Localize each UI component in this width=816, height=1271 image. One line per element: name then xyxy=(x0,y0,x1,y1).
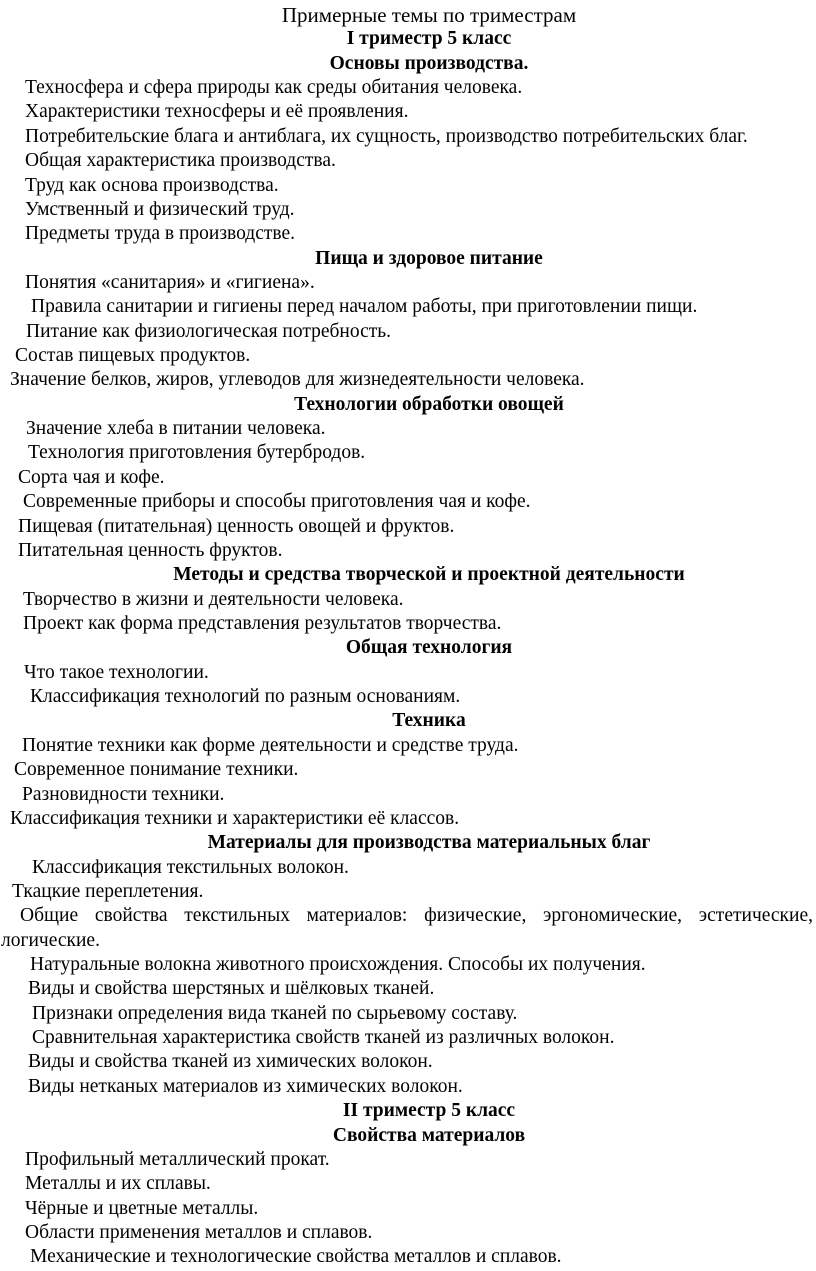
topic-line: Труд как основа производства. xyxy=(25,174,279,196)
section-heading: Методы и средства творческой и проектной деятельности xyxy=(173,564,685,586)
topic-line: Общие свойства текстильных материалов: физические, эргономические, эстетические, xyxy=(20,905,813,927)
topic-line: Правила санитарии и гигиены перед началом работы, при приготовлении пищи. xyxy=(31,296,698,318)
topic-line: Технология приготовления бутербродов. xyxy=(28,442,366,464)
topic-line: Ткацкие переплетения. xyxy=(12,880,204,902)
section-heading: Основы производства. xyxy=(329,52,529,74)
section-heading: Общая технология xyxy=(345,637,513,659)
topic-line: Общая характеристика производства. xyxy=(25,150,336,172)
topic-line: Понятия «санитария» и «гигиена». xyxy=(25,271,315,293)
topic-line: Виды и свойства шерстяных и шёлковых тканей. xyxy=(28,978,435,1000)
topic-line: Виды и свойства тканей из химических волокон. xyxy=(28,1051,433,1073)
topic-line: Механические и технологические свойства металлов и сплавов. xyxy=(30,1246,562,1268)
topic-line: Разновидности техники. xyxy=(22,783,225,805)
topic-line: Признаки определения вида тканей по сырьевому составу. xyxy=(32,1002,518,1024)
topic-line: Современные приборы и способы приготовления чая и кофе. xyxy=(23,491,531,513)
section-heading: I триместр 5 класс xyxy=(346,28,512,50)
topic-line: Значение белков, жиров, углеводов для жизнедеятельности человека. xyxy=(10,369,585,391)
page-title: Примерные темы по триместрам xyxy=(281,3,577,27)
topic-line: Классификация текстильных волокон. xyxy=(32,856,349,878)
section-heading: Свойства материалов xyxy=(332,1124,526,1146)
topic-line: Питательная ценность фруктов. xyxy=(18,539,283,561)
topic-line: Умственный и физический труд. xyxy=(25,198,295,220)
topic-line: Творчество в жизни и деятельности человека. xyxy=(23,588,404,610)
document-body xyxy=(0,3,816,1270)
section-heading: Техника xyxy=(392,710,466,732)
topic-line: Области применения металлов и сплавов. xyxy=(25,1221,373,1243)
section-heading: Технологии обработки овощей xyxy=(294,393,564,415)
topic-line: Чёрные и цветные металлы. xyxy=(25,1197,259,1219)
topic-line: Проект как форма представления результатов творчества. xyxy=(23,612,502,634)
section-heading: II триместр 5 класс xyxy=(342,1100,516,1122)
topic-line: Сравнительная характеристика свойств тканей из различных волокон. xyxy=(32,1027,615,1049)
topic-line: Характеристики техносферы и её проявления. xyxy=(25,101,409,123)
topic-line: логические. xyxy=(1,929,100,951)
topic-line: Пищевая (питательная) ценность овощей и фруктов. xyxy=(18,515,455,537)
topic-line: Классификация техники и характеристики её классов. xyxy=(10,807,460,829)
topic-line: Состав пищевых продуктов. xyxy=(15,345,251,367)
topic-line: Техносфера и сфера природы как среды обитания человека. xyxy=(25,77,523,99)
topic-line: Что такое технологии. xyxy=(24,661,209,683)
topic-line: Современное понимание техники. xyxy=(14,759,299,781)
topic-line: Натуральные волокна животного происхождения. Способы их получения. xyxy=(30,954,646,976)
topic-line: Металлы и их сплавы. xyxy=(25,1173,211,1195)
topic-line: Потребительские блага и антиблага, их сущность, производство потребительских благ. xyxy=(25,125,748,147)
topic-line: Сорта чая и кофе. xyxy=(18,466,165,488)
section-heading: Пища и здоровое питание xyxy=(315,247,543,269)
topic-line: Предметы труда в производстве. xyxy=(25,223,296,245)
topic-line: Значение хлеба в питании человека. xyxy=(26,418,326,440)
topic-line: Питание как физиологическая потребность. xyxy=(26,320,392,342)
topic-line: Понятие техники как форме деятельности и средстве труда. xyxy=(22,734,519,756)
section-heading: Материалы для производства материальных благ xyxy=(207,832,651,854)
topic-line: Профильный металлический прокат. xyxy=(25,1148,330,1170)
topic-line: Виды нетканых материалов из химических волокон. xyxy=(28,1075,463,1097)
topic-line: Классификация технологий по разным основаниям. xyxy=(30,686,461,708)
